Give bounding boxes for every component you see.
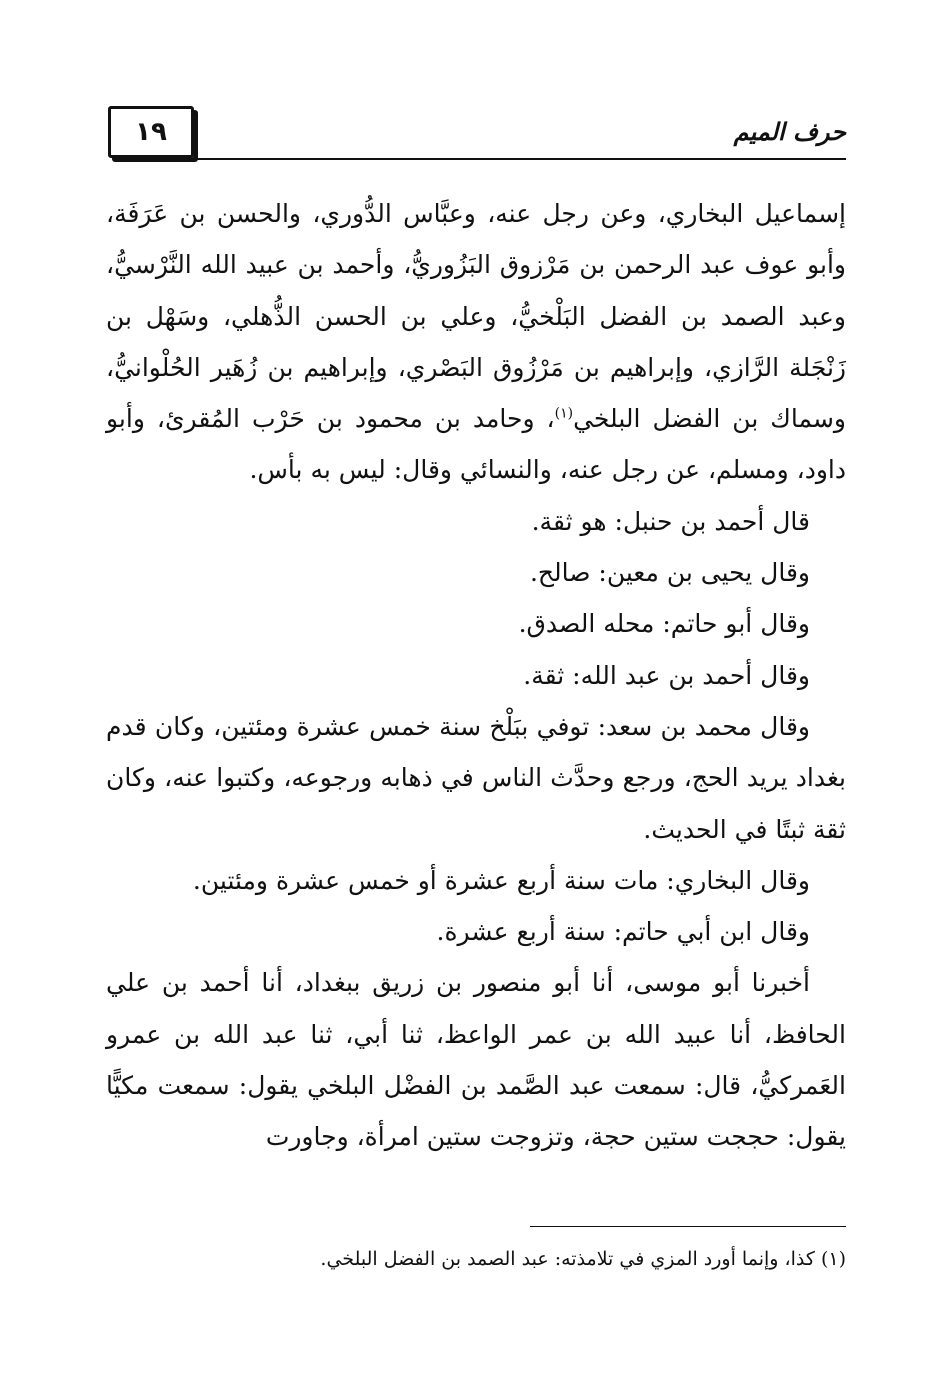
body-text	[106, 188, 846, 1163]
paragraph: وقال يحيى بن معين: صالح.	[529, 558, 810, 588]
paragraph: وقال البخاري: مات سنة أربع عشرة أو خمس عشرة ومئتين.	[192, 865, 810, 895]
page-number: ١٩	[108, 106, 194, 158]
paragraph: وقال محمد بن سعد: توفي ببَلْخ سنة خمس عشرة ومئتين، وكان قدم بغداد يريد الحج، ورجع وحدَّث الناس في ذهابه ورجوعه، وكتبوا عنه، وكان ثقة ثبتًا في الحديث.	[106, 711, 847, 844]
paragraph-text: إسماعيل البخاري، وعن رجل عنه، وعبَّاس الدُّوري، والحسن بن عَرَفَة، وأبو عوف عبد الرحمن بن مَرْزوق البَزُوريُّ، وأحمد بن عبيد الله النَّرْسيُّ، وعبد الصمد بن الفضل البَلْخيُّ، وعلي بن الحسن الذُّهلي، وسَهْل بن زَنْجَلة الرَّازي، وإبراهيم بن مَرْزُوق البَصْري، وإبراهيم بن زُهَير الحُلْوانيُّ، وسماك بن الفضل البلخي	[106, 199, 846, 434]
paragraph: أخبرنا أبو موسى، أنا أبو منصور بن زريق ببغداد، أنا أحمد بن علي الحافظ، أنا عبيد الله بن عمر الواعظ، ثنا أبي، ثنا عبد الله بن عمرو العَمركيُّ، قال: سمعت عبد الصَّمد بن الفضْل البلخي يقول: سمعت مكيًّا يقول: حججت ستين حجة، وتزوجت ستين امرأة، وجاورت	[106, 968, 846, 1152]
footnote-marker: (١)	[554, 405, 574, 422]
paragraph-text: ، وحامد بن محمود بن حَرْب المُقرئ، وأبو داود، ومسلم، عن رجل عنه، والنسائي وقال: ليس به بأس.	[106, 404, 846, 485]
paragraph: وقال أحمد بن عبد الله: ثقة.	[523, 660, 810, 690]
paragraph: وقال ابن أبي حاتم: سنة أربع عشرة.	[436, 917, 810, 947]
header-rule	[192, 158, 846, 160]
paragraph: قال أحمد بن حنبل: هو ثقة.	[531, 506, 810, 536]
footnote-separator	[530, 1226, 846, 1227]
page-header	[108, 100, 846, 162]
paragraph	[106, 188, 846, 496]
running-title: حرف الميم	[733, 118, 846, 146]
footnote: (١) كذا، وإنما أورد المزي في تلامذته: عبد الصمد بن الفضل البلخي.	[320, 1248, 846, 1270]
paragraph: وقال أبو حاتم: محله الصدق.	[518, 609, 810, 639]
